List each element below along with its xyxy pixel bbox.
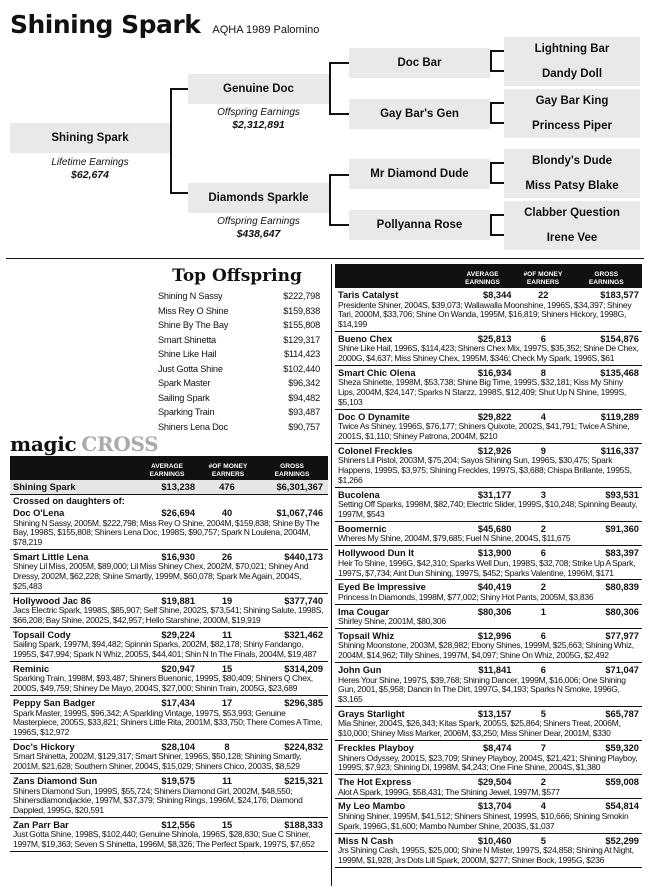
row-detail: Spark Master, 1999S, $96,342; A Sparkling Vintage, 1997S, $53,993; Genuine Masterpiece, 2005S, $33,821; Shiners Little Rita, 2001M, $33,750; There Comes A Time, 1996S, $12,972 (13, 707, 323, 738)
dam-earnings (188, 215, 329, 241)
sire-total-row (10, 480, 328, 495)
table-row (335, 444, 642, 488)
connector (490, 182, 504, 184)
row-gross: $154,876 (600, 333, 639, 344)
row-gross: $6,301,367 (276, 482, 323, 492)
row-detail: Sailing Spark, 1997M, $94,482; Spinnin Sparks, 2002M, $82,178; Shiny Fandango, 1995S, $47,994; Spark N Whiz, 2005S, $44,401; Shin N In The Finals, 2004M, $19,487 (13, 639, 317, 660)
row-name: Bueno Chex (338, 333, 393, 344)
g2-name: Doc Bar (397, 57, 442, 69)
row-gross: $224,832 (284, 741, 323, 752)
top-offspring (158, 266, 320, 434)
top-offspring-item (158, 318, 320, 333)
row-gross: $377,740 (284, 595, 323, 606)
pedigree-g2 (349, 48, 490, 78)
row-detail: Shining Moonstone, 2003M, $28,982; Ebony Shines, 1999M, $25,663; Shining Whiz, 2004M, $14,962; Tilly Shines, 1997M, $4,097; Shine On Whiz, 2005G, $2,492 (338, 640, 634, 661)
table-header (10, 456, 328, 480)
row-avg: $10,460 (477, 835, 512, 846)
col-gross-earnings: GROSS EARNINGS (588, 271, 624, 286)
offspring-name: Shining N Sassy (158, 291, 223, 301)
table-row (10, 696, 328, 740)
row-num: 8 (540, 367, 546, 378)
row-name: Topsail Whiz (338, 630, 395, 641)
row-num: 40 (221, 508, 233, 518)
connector (329, 224, 349, 226)
table-row (10, 740, 328, 774)
connector (490, 234, 504, 236)
offspring-name: Sailing Spark (158, 392, 210, 403)
table-row (10, 594, 328, 628)
row-num: 6 (540, 333, 546, 344)
earnings-label: Offspring Earnings (217, 107, 300, 118)
row-avg: $8,474 (482, 743, 512, 754)
row-num: 3 (540, 489, 546, 500)
row-num: 2 (540, 777, 546, 788)
row-avg: $31,177 (477, 489, 512, 500)
row-gross: $296,385 (284, 698, 323, 709)
top-offspring-item (158, 304, 320, 319)
row-gross: $80,306 (605, 606, 639, 617)
row-gross: $59,320 (605, 743, 639, 754)
row-gross: $440,173 (284, 551, 323, 562)
right-rows (335, 288, 642, 868)
connector (329, 113, 349, 115)
row-gross: $119,289 (600, 411, 639, 422)
connector (329, 174, 349, 176)
table-row (335, 629, 642, 663)
row-gross: $59,008 (605, 777, 639, 788)
connector (490, 102, 504, 104)
sire-name: Genuine Doc (223, 83, 294, 95)
row-gross: $83,397 (605, 548, 639, 559)
row-detail: Twice As Shiney, 1996S, $76,177; Shiners Quixote, 2002S, $41,791; Twice A Shine, 2001S, $1,110; Shiney Patrona, 2004M, $210 (338, 421, 630, 442)
top-offspring-item (158, 333, 320, 348)
table-row (10, 550, 328, 594)
pedigree-g3 (504, 89, 640, 138)
offspring-earnings: $129,317 (283, 334, 320, 345)
row-detail: Jrs Shining Cash, 1995S, $25,000; Shine N Mister, 1997S, $24,858; Shining At Night, 1999M, $1,928; Jrs Dots Lill Spark, 2000M, $277; Shiner Bock, 1995G, $236 (338, 845, 634, 865)
top-offspring-item (158, 405, 320, 420)
connector (490, 162, 504, 164)
pedigree-subject (10, 123, 170, 153)
row-detail: Shiners Diamond Sun, 1999S, $55,724; Shiners Diamond Girl, 2002M, $48,550; Shinersdiamondjackie, 1997M, $37,379; Shining Rings, 1996M, $24,176; Diamond Dappled, 1995G, $20,591 (13, 785, 303, 816)
connector (329, 174, 331, 226)
g3-name: Miss Patsy Blake (525, 179, 619, 192)
row-name: Ima Cougar (338, 606, 390, 617)
row-num: 476 (219, 482, 235, 492)
table-row (335, 410, 642, 444)
row-avg: $20,947 (161, 663, 195, 674)
row-num: 2 (540, 523, 546, 534)
row-detail: Alot A Spark, 1999G, $58,431; The Shining Jewel, 1997M, $577 (338, 786, 560, 797)
row-name: Doc O'Lena (13, 508, 65, 518)
cross-table-left (10, 456, 328, 852)
row-name: Hollywood Dun It (338, 548, 414, 559)
row-num: 9 (540, 445, 546, 456)
subject-name: Shining Spark (51, 132, 129, 144)
row-num: 26 (221, 551, 233, 562)
row-gross: $116,337 (600, 445, 639, 456)
cross-table-right (335, 264, 642, 868)
row-num: 6 (540, 630, 546, 641)
table-row (335, 366, 642, 410)
col-gross-earnings: GROSS EARNINGS (274, 463, 310, 478)
table-row (335, 580, 642, 604)
col-avg-earnings: AVERAGE EARNINGS (465, 271, 500, 286)
pedigree-g3 (504, 201, 640, 250)
row-gross: $80,839 (605, 582, 639, 593)
row-num: 7 (540, 743, 546, 754)
row-avg: $19,881 (161, 595, 195, 606)
row-avg: $25,813 (477, 333, 512, 344)
row-gross: $321,462 (284, 629, 323, 640)
top-offspring-item (158, 420, 320, 435)
connector (490, 214, 492, 236)
earnings-value: $62,674 (71, 169, 109, 181)
connector (490, 122, 504, 124)
pedigree-g2 (349, 99, 490, 129)
row-gross: $91,360 (605, 523, 639, 534)
row-num: 8 (224, 741, 230, 752)
top-offspring-item (158, 362, 320, 377)
row-num: 19 (221, 595, 233, 606)
table-row (335, 332, 642, 366)
connector (170, 88, 188, 90)
row-avg: $13,704 (477, 801, 512, 812)
g2-name: Mr Diamond Dude (370, 168, 469, 180)
connector (490, 214, 504, 216)
row-detail: Heir To Shine, 1996G, $42,310; Sparks Well Dun, 1998S, $32,708; Strike Up A Spark, 1997S, $7,734; Aint Dun Shining, 1997S, $452; Sparks Valentine, 1996M, $171 (338, 557, 636, 578)
row-num: 1 (540, 606, 546, 617)
row-name: My Leo Mambo (338, 801, 406, 812)
table-row (335, 775, 642, 799)
offspring-name: Smart Shinetta (158, 334, 216, 345)
row-num: 17 (221, 698, 233, 709)
row-gross: $71,047 (605, 665, 639, 676)
row-detail: Shining Shiner, 1995M, $41,512; Shiners Shinest, 1999S, $10,666; Shining Smokin Spark, 1996G, $1,600; Mambo Number Shine, 2003S, $1,037 (338, 810, 629, 831)
column-divider (331, 264, 332, 886)
g3-name: Lightning Bar (534, 42, 610, 55)
crossed-label: Crossed on daughters of: (13, 496, 125, 506)
connector (170, 192, 188, 194)
earnings-label: Lifetime Earnings (51, 157, 129, 168)
row-avg: $19,575 (161, 776, 195, 787)
page-title: Shining Spark (10, 10, 201, 39)
row-detail: Shine Like Hail, 1996S, $114,423; Shiners Chex Mix, 1997S, $35,352; Shine De Chex, 2000G, $4,637; Miss Shiney Chex, 1995M, $346; Check My Spark, 1996S, $61 (338, 343, 639, 364)
top-offspring-item (158, 391, 320, 406)
subject-earnings (10, 156, 170, 182)
pedigree-g3 (504, 37, 640, 86)
top-offspring-title: Top Offspring (172, 266, 302, 286)
row-detail: Jacs Electric Spark, 1998S, $85,907; Self Shine, 2002S, $73,541; Shining Salute, 1998S, $66,208; Bay Shine, 2002S, $42,957; Hello Starshine, 2000M, $19,919 (13, 605, 324, 626)
row-detail: Shining N Sassy, 2005M, $222,798; Miss Rey O Shine, 2004M, $159,838; Shine By The Bay, 1998S, $155,808; Shiners Lena Doc, 1998S, $90,757; Spark N Loulena, 2004M, $78,219 (13, 517, 320, 548)
row-name: Boomernic (338, 523, 387, 534)
earnings-label: Offspring Earnings (217, 216, 300, 227)
title-word: CROSS (81, 432, 159, 456)
row-detail: Shiners Odyssey, 2001S, $23,709; Shiney Playboy, 2004S, $21,421; Shining Playboy, 1999S, $7,923; Shining Di, 1998M, $4,243; One Fine Shine, 2004S, $1,380 (338, 752, 638, 773)
title-word: magic (10, 432, 77, 456)
row-gross: $54,814 (605, 801, 639, 812)
row-avg: $29,822 (477, 411, 512, 422)
offspring-name: Spark Master (158, 378, 211, 388)
row-name: Reminic (13, 663, 50, 674)
row-avg: $45,680 (477, 523, 512, 534)
row-detail: Just Gotta Shine, 1998S, $102,440; Genuine Shinola, 1996S, $28,830; Sue C Shiner, 1997M, $19,363; Seven S Shinetta, 1996M, $8,326; The Perfect Spark, 1997S, $7,652 (13, 829, 315, 850)
row-gross: $93,531 (605, 489, 639, 500)
row-detail: Wheres My Shine, 2004M, $79,685; Fuel N Shine, 2004S, $11,675 (338, 533, 571, 544)
top-offspring-item (158, 347, 320, 362)
row-avg: $8,344 (482, 290, 512, 300)
g3-name: Clabber Question (524, 206, 620, 219)
row-avg: $26,694 (161, 508, 195, 518)
pedigree-chart (0, 36, 650, 258)
row-detail: Mia Shiner, 2004S, $26,343; Kitas Spark, 2005S, $25,864; Shiners Treat, 2006M, $10,000; Shiney Miss Marker, 2006M, $3,250; Miss Shiner Dear, 2001M, $330 (338, 718, 621, 739)
row-name: Zan Parr Bar (13, 819, 69, 830)
offspring-name: Shine Like Hail (158, 349, 217, 359)
row-num: 6 (540, 665, 546, 676)
earnings-value: $438,647 (236, 228, 281, 240)
row-header (13, 508, 325, 519)
connector (329, 62, 331, 115)
offspring-earnings: $159,838 (283, 305, 320, 316)
row-num: 5 (540, 708, 546, 719)
offspring-earnings: $102,440 (283, 363, 320, 374)
table-row (335, 741, 642, 775)
offspring-name: Shine By The Bay (158, 320, 229, 330)
row-name: The Hot Express (338, 777, 412, 788)
pedigree-sire (188, 74, 329, 104)
row-detail: Shiners Lil Pistol, 2003M, $75,204; Sayos Shining Sun, 1996S, $30,475; Spark Happens, 1999S, $3,975; Shining Freckles, 1997S, $3,688; Chispa Brillante, 1995S, $1,266 (338, 455, 632, 486)
dam-name: Diamonds Sparkle (208, 192, 309, 204)
row-name: Smart Little Lena (13, 551, 89, 562)
row-avg: $13,157 (477, 708, 512, 719)
magic-cross-title (10, 432, 158, 456)
table-row (335, 522, 642, 546)
row-avg: $28,104 (161, 741, 195, 752)
row-gross: $314,209 (284, 663, 323, 674)
offspring-earnings: $90,757 (288, 421, 320, 432)
row-num: 5 (540, 835, 546, 846)
row-name: Eyed Be Impressive (338, 582, 426, 593)
row-name: Freckles Playboy (338, 743, 414, 754)
offspring-earnings: $96,342 (288, 378, 320, 388)
connector (490, 102, 492, 124)
row-avg: $12,556 (161, 819, 195, 830)
table-row (335, 488, 642, 522)
table-row (10, 774, 328, 818)
table-row (335, 834, 642, 868)
row-num: 4 (540, 801, 546, 812)
row-detail: Shiney Lil Miss, 2005M, $89,000; Lil Miss Shiney Chex, 2002M, $70,021; Shiney And Dressy, 2002M, $62,228; Shine Smartly, 1999M, $60,078; Spark Me Again, 2004S, $25,483 (13, 561, 309, 591)
row-num: 22 (538, 290, 549, 300)
row-detail: Sheza Shinette, 1998M, $53,738; Shine Big Time, 1999S, $32,181; Kiss My Shiny Lips, 2004M, $24,147; Sparks N Starzz, 1998S, $12,409; Shut Up N Shine, 1999S, $5,103 (338, 377, 627, 408)
row-name: Grays Starlight (338, 708, 405, 719)
connector (170, 88, 172, 194)
connector (490, 50, 504, 52)
table-row (335, 663, 642, 707)
row-avg: $16,934 (477, 367, 512, 378)
row-name: Colonel Freckles (338, 445, 413, 456)
pedigree-g2 (349, 159, 490, 189)
table-row (335, 546, 642, 580)
row-avg: $40,419 (477, 582, 512, 593)
table-row (335, 605, 642, 629)
row-detail: Sparking Train, 1998M, $93,487; Shiners Buenonic, 1999S, $80,409; Shiners Q Chex, 2000S, $49,759; Shiney De Mayo, 2004S, $27,000; Shinin Train, 2005G, $23,689 (13, 673, 313, 694)
row-detail: Princess In Diamonds, 1998M, $77,002; Shiny Hot Pants, 2005M, $3,836 (338, 591, 594, 602)
row-name: John Gun (338, 665, 382, 676)
row-name: Doc O Dynamite (338, 411, 410, 422)
table-header (335, 264, 642, 288)
row-gross: $65,787 (605, 708, 639, 719)
table-row (10, 818, 328, 852)
connector (329, 62, 349, 64)
row-name: Bucolena (338, 489, 380, 500)
row-num: 4 (540, 411, 546, 422)
g3-name: Dandy Doll (541, 67, 603, 80)
offspring-name: Shiners Lena Doc (158, 421, 228, 432)
col-avg-earnings: AVERAGE EARNINGS (149, 463, 185, 478)
row-header (338, 743, 639, 754)
row-name: Peppy San Badger (13, 698, 96, 709)
row-name: Miss N Cash (338, 835, 394, 846)
col-money-earners: #OF MONEY EARNERS (523, 271, 563, 286)
top-offspring-item (158, 289, 320, 304)
row-header (338, 665, 639, 676)
pedigree-g2 (349, 210, 490, 240)
pedigree-g3 (504, 149, 640, 198)
row-detail: Setting Off Sparks, 1998M, $82,740; Electric Slider, 1999S, $10,248; Spinning Beauty, 1997M, $543 (338, 499, 638, 520)
row-header (13, 776, 325, 787)
left-rows (10, 506, 328, 852)
row-avg: $80,306 (477, 606, 512, 617)
row-detail: Presidente Shiner, 2004S, $39,073; Wallawalla Moonshine, 1996S, $34,397; Shiney Tari, 2000M, $33,706; Shine On Wanda, 1995M, $16,819; Shiners Hickory, 1998G, $14,199 (338, 299, 632, 330)
row-num: 15 (221, 663, 233, 674)
pedigree-dam (188, 183, 329, 213)
row-avg: $13,238 (161, 482, 195, 492)
g3-name: Princess Piper (532, 119, 612, 132)
sire-earnings (188, 106, 329, 132)
row-num: 6 (540, 548, 546, 559)
g3-name: Blondy's Dude (531, 154, 613, 167)
row-avg: $11,841 (478, 665, 512, 676)
row-detail: Smart Shinetta, 2002M, $129,317; Smart Shiner, 1996S, $50,128; Shining Smartly, 2001M, $21,628; Southern Shiner, 2004S, $15,029; Shiners Chico, 2003S, $8,529 (13, 751, 302, 772)
offspring-earnings: $222,798 (283, 291, 320, 301)
table-row (335, 799, 642, 833)
col-money-earners: #OF MONEY EARNERS (208, 463, 248, 478)
connector (490, 162, 492, 184)
row-avg: $29,224 (161, 629, 195, 640)
row-num: 11 (222, 776, 232, 787)
connector (490, 50, 492, 72)
page-subtitle: AQHA 1989 Palomino (212, 24, 320, 36)
offspring-earnings: $155,808 (283, 320, 320, 330)
row-name: Topsail Cody (13, 629, 71, 640)
row-gross: $52,299 (605, 835, 639, 846)
row-num: 11 (222, 629, 232, 640)
row-avg: $12,926 (477, 445, 512, 456)
offspring-name: Just Gotta Shine (158, 363, 223, 374)
row-gross: $1,067,746 (276, 508, 323, 518)
offspring-name: Miss Rey O Shine (158, 305, 229, 316)
row-gross: $77,977 (605, 630, 639, 641)
g2-name: Gay Bar's Gen (380, 108, 459, 120)
row-name: Smart Chic Olena (338, 367, 416, 378)
row-name: Shining Spark (13, 482, 76, 492)
table-row (10, 506, 328, 550)
table-row (10, 662, 328, 696)
table-row (10, 628, 328, 662)
table-row (335, 707, 642, 741)
row-detail: Shirley Shine, 2001M, $80,306 (338, 616, 446, 627)
row-avg: $29,504 (477, 777, 512, 788)
row-gross: $188,333 (284, 819, 323, 830)
row-header (338, 290, 639, 301)
section-divider (6, 258, 644, 259)
offspring-earnings: $114,423 (283, 349, 320, 359)
g3-name: Gay Bar King (535, 94, 609, 107)
offspring-earnings: $94,482 (288, 392, 320, 403)
top-offspring-list (158, 289, 320, 434)
row-gross: $135,468 (600, 367, 639, 378)
offspring-name: Sparking Train (158, 407, 215, 417)
g3-name: Irene Vee (546, 231, 598, 244)
row-detail: Heres Your Shine, 1997S, $39,768; Shining Dancer, 1999M, $16,006; One Shining Gun, 2001, $5,958; Dancin In The Dirt, 1997G, $4,193; Sparks N Smoke, 1996G, $3,165 (338, 674, 626, 705)
top-offspring-item (158, 376, 320, 391)
row-name: Hollywood Jac 86 (13, 595, 92, 606)
header (10, 10, 319, 39)
row-name: Taris Catalyst (338, 290, 399, 300)
row-num: 15 (221, 819, 233, 830)
earnings-value: $2,312,891 (232, 119, 285, 131)
row-avg: $16,930 (161, 551, 195, 562)
g2-name: Pollyanna Rose (376, 219, 463, 231)
row-avg: $12,996 (477, 630, 512, 641)
row-avg: $17,434 (161, 698, 195, 709)
row-gross: $183,577 (600, 290, 639, 300)
row-header (13, 698, 325, 709)
row-name: Doc's Hickory (13, 741, 75, 752)
row-num: 2 (540, 582, 546, 593)
connector (490, 70, 504, 72)
row-gross: $215,321 (284, 776, 323, 787)
offspring-earnings: $93,487 (288, 407, 320, 417)
table-row (335, 288, 642, 332)
row-name: Zans Diamond Sun (13, 776, 98, 787)
row-avg: $13,900 (477, 548, 512, 559)
